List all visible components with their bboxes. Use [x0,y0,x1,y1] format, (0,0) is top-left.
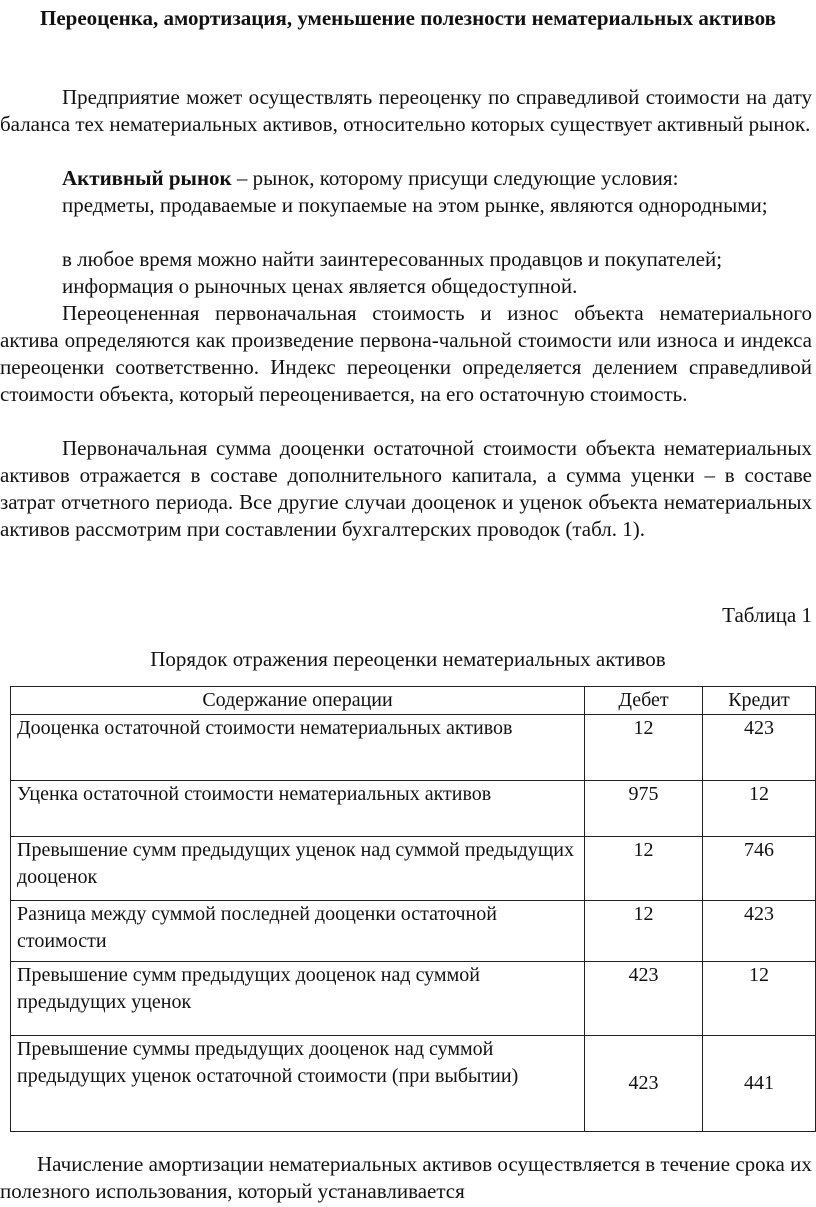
credit-cell: 423 [703,715,816,781]
operation-cell: Превышение сумм предыдущих уценок над суммой предыдущих дооценок [11,837,585,901]
table-row [11,837,816,901]
paragraph-revalued-cost: Переоцененная первоначальная стоимость и износ объекта нематериального актива определяются как произведение первона-чальной стоимости или износа и индекса переоценки соответственно. Индекс переоценки определяется делением справедливой стоимости объекта, который переоценивается, на его остаточную стоимость. [0,301,812,406]
header-operation: Содержание операции [11,687,585,715]
paragraph-condition-homogeneous: предметы, продаваемые и покупаемые на этом рынке, являются однородными; [62,193,768,217]
debit-cell: 975 [585,781,703,837]
table-title: Порядок отражения переоценки нематериальных активов [150,647,666,671]
table-row [11,962,816,1036]
paragraph-condition-prices: информация о рыночных ценах является общедоступной. [62,274,578,298]
debit-cell: 423 [585,1036,703,1132]
page-title: Переоценка, амортизация, уменьшение полезности нематериальных активов [40,6,776,30]
header-debit: Дебет [585,687,703,715]
revaluation-table [10,686,816,1132]
debit-cell: 423 [585,962,703,1036]
table-row [11,781,816,837]
table-row [11,715,816,781]
header-credit: Кредит [703,687,816,715]
table-label: Таблица 1 [722,603,812,627]
debit-cell: 12 [585,837,703,901]
credit-cell: 441 [703,1036,816,1132]
paragraph-revaluation-intro: Предприятие может осуществлять переоценку по справедливой стоимости на дату баланса тех нематериальных активов, относительно которых существует активный рынок. [0,85,812,136]
definition-text: – рынок, которому присущи следующие условия: [231,166,679,190]
operation-cell: Дооценка остаточной стоимости нематериальных активов [11,715,585,781]
operation-cell: Превышение сумм предыдущих дооценок над суммой предыдущих уценок [11,962,585,1036]
operation-cell: Превышение суммы предыдущих дооценок над суммой предыдущих уценок остаточной стоимости (при выбытии) [11,1036,585,1132]
credit-cell: 746 [703,837,816,901]
paragraph-active-market-definition [0,165,812,192]
credit-cell: 12 [703,781,816,837]
table-header-row [11,687,816,715]
paragraph-condition-participants: в любое время можно найти заинтересованных продавцов и покупателей; [62,247,723,271]
table-row [11,901,816,962]
table-row [11,1036,816,1132]
operation-cell: Уценка остаточной стоимости нематериальных активов [11,781,585,837]
paragraph-amortization: Начисление амортизации нематериальных активов осуществляется в течение срока их полезного использования, который устанавливается [0,1152,812,1203]
credit-cell: 423 [703,901,816,962]
debit-cell: 12 [585,715,703,781]
paragraph-initial-revaluation: Первоначальная сумма дооценки остаточной стоимости объекта нематериальных активов отражается в составе дополнительного капитала, а сумма уценки – в составе затрат отчетного периода. Все другие случаи дооценок и уценок объекта нематериальных активов рассмотрим при составлении бухгалтерских проводок (табл. 1). [0,436,812,541]
operation-cell: Разница между суммой последней дооценки остаточной стоимости [11,901,585,962]
debit-cell: 12 [585,901,703,962]
credit-cell: 12 [703,962,816,1036]
term-active-market: Активный рынок [62,166,232,190]
